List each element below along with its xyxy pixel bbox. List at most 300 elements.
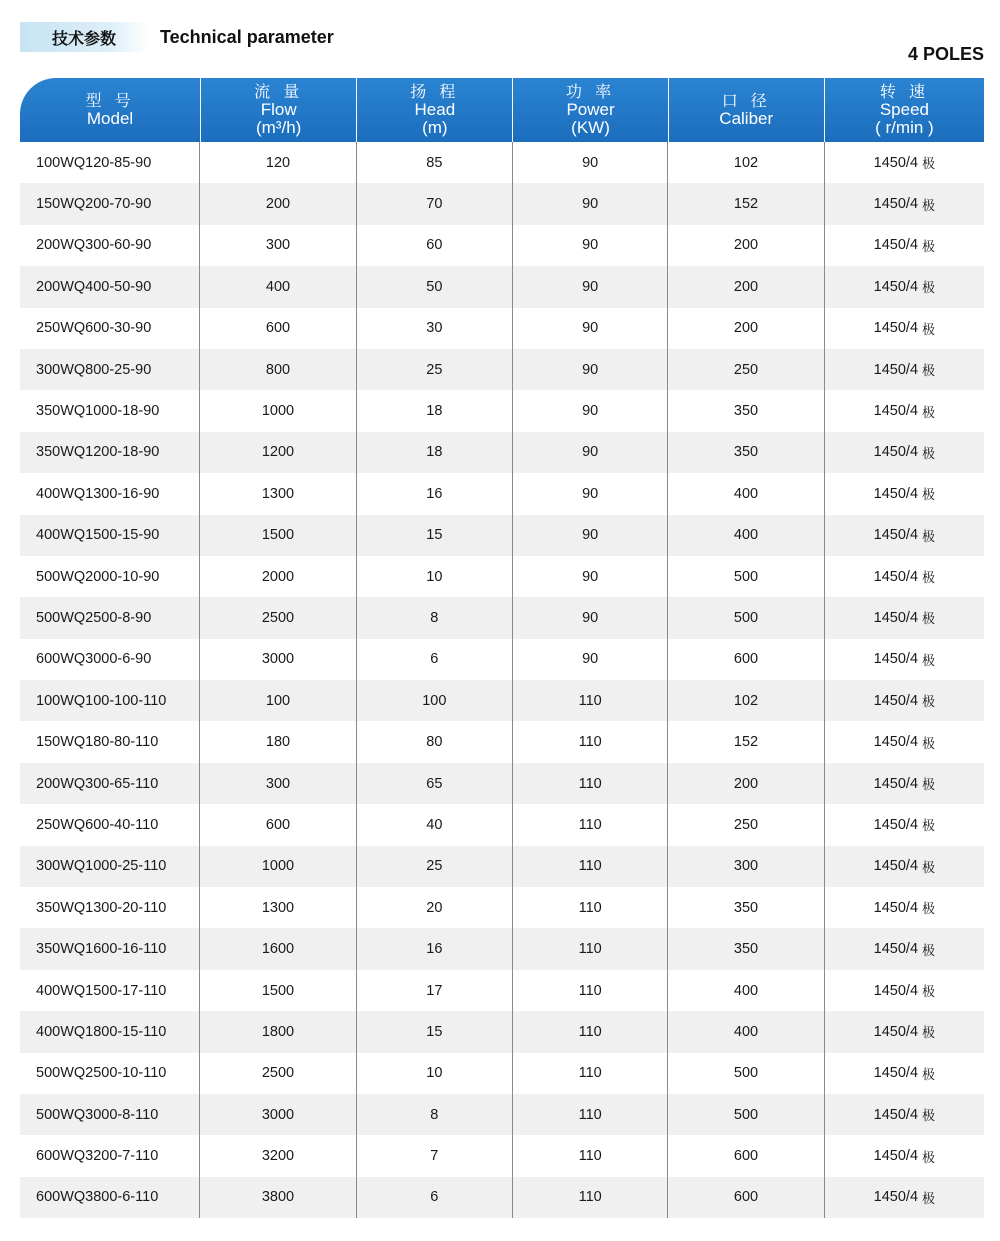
header-speed-unit: ( r/min )	[875, 118, 934, 137]
cell-flow-value: 3200	[261, 1148, 295, 1165]
cell-speed	[825, 432, 984, 473]
cell-power	[513, 432, 668, 473]
parameter-table	[20, 78, 984, 1218]
cell-flow	[200, 597, 356, 638]
cell-power-value: 90	[582, 609, 599, 626]
cell-power-value: 110	[578, 1189, 602, 1206]
cell-caliber	[668, 721, 824, 762]
cell-flow	[200, 1053, 356, 1094]
cell-head	[357, 887, 513, 928]
cell-flow	[200, 1094, 356, 1135]
cell-power-value: 90	[582, 154, 599, 171]
cell-flow-value: 1000	[261, 403, 295, 420]
cell-model-value: 500WQ2500-8-90	[36, 609, 152, 626]
cell-head	[357, 183, 513, 224]
cell-power	[513, 680, 668, 721]
cell-head	[357, 266, 513, 307]
cell-model-value: 350WQ1300-20-110	[36, 899, 167, 916]
cell-caliber	[668, 639, 824, 680]
cell-model	[20, 639, 200, 680]
cell-speed	[825, 1135, 984, 1176]
cell-model	[20, 1135, 200, 1176]
speed-suffix: 极	[922, 653, 936, 669]
cell-speed-value: 1450/4	[873, 527, 919, 544]
cell-model	[20, 1053, 200, 1094]
cell-speed	[825, 266, 984, 307]
cell-speed-value: 1450/4	[873, 403, 919, 420]
cell-flow	[200, 1011, 356, 1052]
cell-model	[20, 473, 200, 514]
speed-suffix: 极	[922, 902, 936, 918]
cell-caliber-value: 200	[733, 278, 759, 295]
cell-model-value: 100WQ120-85-90	[36, 154, 152, 171]
cell-model-value: 500WQ3000-8-110	[36, 1106, 159, 1123]
cell-model	[20, 1094, 200, 1135]
table-row	[20, 846, 984, 887]
cell-caliber-value: 200	[733, 320, 759, 337]
table-row	[20, 432, 984, 473]
cell-model-value: 150WQ180-80-110	[36, 734, 159, 751]
cell-power	[513, 846, 668, 887]
cell-head	[357, 515, 513, 556]
cell-flow-value: 1200	[261, 444, 295, 461]
table-row	[20, 1053, 984, 1094]
cell-model-value: 400WQ1800-15-110	[36, 1023, 167, 1040]
speed-suffix: 极	[922, 819, 936, 835]
header-flow	[201, 78, 357, 142]
table-row	[20, 1135, 984, 1176]
header-power-cn: 功 率	[565, 82, 616, 101]
cell-head	[357, 1177, 513, 1218]
cell-caliber	[668, 266, 824, 307]
cell-head-value: 16	[426, 485, 443, 502]
table-row	[20, 721, 984, 762]
cell-speed	[825, 225, 984, 266]
cell-speed	[825, 721, 984, 762]
cell-model-value: 600WQ3000-6-90	[36, 651, 152, 668]
cell-caliber	[668, 390, 824, 431]
header-head-en: Head	[414, 100, 456, 119]
cell-model	[20, 349, 200, 390]
cell-caliber-value: 500	[733, 1065, 759, 1082]
cell-flow-value: 3000	[261, 1106, 295, 1123]
cell-head-value: 16	[426, 941, 443, 958]
cell-speed	[825, 804, 984, 845]
cell-power	[513, 1053, 668, 1094]
cell-head-value: 50	[426, 278, 443, 295]
cell-flow	[200, 142, 356, 183]
header-power-unit: (KW)	[571, 118, 610, 137]
header-speed	[825, 78, 984, 142]
cell-flow	[200, 887, 356, 928]
cell-power-value: 90	[582, 527, 599, 544]
cell-model	[20, 142, 200, 183]
cell-caliber	[668, 225, 824, 266]
poles-label: 4 POLES	[907, 44, 984, 64]
cell-model	[20, 515, 200, 556]
cell-head-value: 25	[426, 361, 443, 378]
header-speed-en: Speed	[879, 100, 929, 119]
cell-model-value: 250WQ600-30-90	[36, 320, 152, 337]
table-row	[20, 473, 984, 514]
speed-suffix: 极	[922, 405, 936, 421]
cell-flow	[200, 515, 356, 556]
header-caliber	[669, 78, 825, 142]
cell-model	[20, 887, 200, 928]
cell-power	[513, 225, 668, 266]
cell-power	[513, 887, 668, 928]
cell-head-value: 65	[426, 775, 443, 792]
cell-caliber-value: 350	[733, 444, 759, 461]
cell-head	[357, 846, 513, 887]
speed-suffix: 极	[922, 736, 936, 752]
cell-head-value: 17	[426, 982, 443, 999]
cell-flow	[200, 804, 356, 845]
cell-flow	[200, 763, 356, 804]
cell-head	[357, 473, 513, 514]
cell-caliber-value: 350	[733, 403, 759, 420]
cell-head-value: 18	[426, 403, 443, 420]
cell-head	[357, 349, 513, 390]
cell-power-value: 110	[578, 899, 602, 916]
cell-power-value: 110	[578, 858, 602, 875]
cell-power-value: 110	[578, 1065, 602, 1082]
cell-flow-value: 300	[265, 237, 291, 254]
cell-power-value: 110	[578, 1023, 602, 1040]
cell-speed-value: 1450/4	[873, 237, 919, 254]
cell-speed-value: 1450/4	[873, 278, 919, 295]
cell-caliber	[668, 515, 824, 556]
cell-power	[513, 1177, 668, 1218]
cell-head-value: 6	[430, 651, 439, 668]
cell-head-value: 30	[426, 320, 443, 337]
speed-suffix: 极	[922, 1150, 936, 1166]
cell-flow-value: 1500	[261, 982, 295, 999]
cell-flow-value: 800	[265, 361, 291, 378]
cell-power-value: 90	[582, 568, 599, 585]
cell-caliber-value: 152	[733, 196, 759, 213]
cell-head	[357, 556, 513, 597]
header-power	[513, 78, 668, 142]
cell-model	[20, 597, 200, 638]
cell-head	[357, 721, 513, 762]
speed-suffix: 极	[922, 985, 936, 1000]
title-chinese: 技术参数	[20, 22, 148, 52]
cell-head-value: 6	[430, 1189, 439, 1206]
cell-power-value: 110	[578, 941, 602, 958]
cell-speed	[825, 1177, 984, 1218]
table-row	[20, 390, 984, 431]
speed-suffix: 极	[922, 1026, 936, 1042]
table-row	[20, 1177, 984, 1218]
cell-flow	[200, 639, 356, 680]
cell-power-value: 90	[582, 485, 599, 502]
cell-head-value: 18	[426, 444, 443, 461]
cell-caliber-value: 200	[733, 237, 759, 254]
cell-head	[357, 680, 513, 721]
cell-power	[513, 721, 668, 762]
cell-caliber	[668, 349, 824, 390]
cell-flow	[200, 225, 356, 266]
cell-power	[513, 804, 668, 845]
cell-caliber-value: 350	[733, 899, 759, 916]
cell-power	[513, 266, 668, 307]
cell-caliber-value: 600	[733, 651, 759, 668]
cell-caliber	[668, 183, 824, 224]
cell-model	[20, 183, 200, 224]
cell-model-value: 300WQ1000-25-110	[36, 858, 167, 875]
cell-model-value: 300WQ800-25-90	[36, 361, 152, 378]
cell-head	[357, 1094, 513, 1135]
cell-speed-value: 1450/4	[873, 1106, 919, 1123]
cell-flow	[200, 266, 356, 307]
cell-speed-value: 1450/4	[873, 609, 919, 626]
speed-suffix: 极	[922, 860, 936, 876]
cell-flow-value: 3800	[261, 1189, 295, 1206]
cell-flow-value: 1500	[261, 527, 295, 544]
speed-suffix: 极	[922, 281, 936, 297]
cell-power-value: 110	[578, 692, 602, 709]
cell-power	[513, 597, 668, 638]
cell-head-value: 15	[426, 527, 443, 544]
cell-flow-value: 1300	[261, 485, 295, 502]
speed-suffix: 极	[922, 778, 936, 794]
cell-model	[20, 804, 200, 845]
cell-flow	[200, 432, 356, 473]
cell-power	[513, 142, 668, 183]
cell-model	[20, 721, 200, 762]
cell-power-value: 90	[582, 278, 599, 295]
cell-power-value: 110	[578, 734, 602, 751]
cell-speed	[825, 473, 984, 514]
cell-model	[20, 308, 200, 349]
section-title	[20, 22, 334, 52]
header-power-en: Power	[566, 100, 615, 119]
cell-head-value: 70	[426, 196, 443, 213]
cell-speed	[825, 680, 984, 721]
cell-speed-value: 1450/4	[873, 196, 919, 213]
cell-flow-value: 180	[265, 734, 291, 751]
cell-head-value: 15	[426, 1023, 443, 1040]
cell-flow-value: 1000	[261, 858, 295, 875]
table-row	[20, 349, 984, 390]
header-model-en: Model	[86, 109, 134, 128]
cell-model-value: 100WQ100-100-110	[36, 692, 167, 709]
speed-suffix: 极	[922, 157, 936, 173]
speed-suffix: 极	[922, 612, 936, 628]
table-row	[20, 970, 984, 1011]
table-row	[20, 1094, 984, 1135]
cell-speed	[825, 639, 984, 680]
cell-speed-value: 1450/4	[873, 816, 919, 833]
speed-suffix: 极	[922, 1191, 936, 1207]
cell-power-value: 90	[582, 320, 599, 337]
header-model	[20, 78, 201, 142]
cell-flow	[200, 473, 356, 514]
cell-power-value: 90	[582, 237, 599, 254]
cell-flow	[200, 1135, 356, 1176]
cell-flow-value: 3000	[261, 651, 295, 668]
cell-caliber-value: 400	[733, 485, 759, 502]
cell-caliber-value: 500	[733, 609, 759, 626]
cell-caliber-value: 500	[733, 568, 759, 585]
speed-suffix: 极	[922, 198, 936, 214]
cell-model-value: 400WQ1500-15-90	[36, 527, 160, 544]
speed-suffix: 极	[922, 364, 936, 380]
cell-head-value: 80	[426, 734, 443, 751]
cell-speed-value: 1450/4	[873, 361, 919, 378]
cell-speed	[825, 928, 984, 969]
cell-flow	[200, 928, 356, 969]
cell-model-value: 200WQ300-60-90	[36, 237, 152, 254]
cell-power-value: 90	[582, 403, 599, 420]
cell-model-value: 600WQ3200-7-110	[36, 1148, 159, 1165]
cell-power-value: 110	[578, 775, 602, 792]
cell-flow	[200, 721, 356, 762]
cell-flow-value: 120	[265, 154, 291, 171]
header-speed-cn: 转 速	[879, 82, 929, 101]
table-row	[20, 142, 984, 183]
cell-power	[513, 515, 668, 556]
cell-speed-value: 1450/4	[873, 485, 919, 502]
cell-model-value: 350WQ1600-16-110	[36, 941, 167, 958]
cell-model-value: 200WQ300-65-110	[36, 775, 159, 792]
cell-flow-value: 100	[265, 692, 291, 709]
cell-power	[513, 473, 668, 514]
cell-caliber	[668, 432, 824, 473]
cell-caliber-value: 600	[733, 1148, 759, 1165]
cell-caliber	[668, 556, 824, 597]
cell-flow-value: 1300	[261, 899, 295, 916]
cell-model-value: 350WQ1000-18-90	[36, 403, 160, 420]
cell-head-value: 8	[430, 609, 439, 626]
cell-power-value: 110	[578, 1148, 602, 1165]
cell-speed-value: 1450/4	[873, 899, 919, 916]
cell-speed-value: 1450/4	[873, 858, 919, 875]
cell-flow-value: 300	[265, 775, 291, 792]
cell-caliber	[668, 846, 824, 887]
cell-flow	[200, 846, 356, 887]
cell-caliber-value: 400	[733, 1023, 759, 1040]
header-model-cn: 型 号	[85, 91, 135, 110]
cell-caliber	[668, 928, 824, 969]
header-flow-en: Flow	[260, 100, 297, 119]
cell-model-value: 500WQ2500-10-110	[36, 1065, 167, 1082]
cell-caliber-value: 152	[733, 734, 759, 751]
table-row	[20, 597, 984, 638]
cell-head	[357, 308, 513, 349]
cell-power	[513, 349, 668, 390]
cell-power-value: 90	[582, 361, 599, 378]
cell-caliber	[668, 1011, 824, 1052]
cell-speed-value: 1450/4	[873, 941, 919, 958]
cell-speed-value: 1450/4	[873, 568, 919, 585]
table-row	[20, 680, 984, 721]
cell-head-value: 20	[426, 899, 443, 916]
cell-caliber	[668, 1135, 824, 1176]
speed-suffix: 极	[922, 695, 936, 711]
header-flow-cn: 流 量	[254, 82, 304, 101]
cell-model	[20, 225, 200, 266]
header-head-cn: 扬 程	[410, 82, 460, 101]
cell-head	[357, 928, 513, 969]
cell-speed-value: 1450/4	[873, 982, 919, 999]
speed-suffix: 极	[922, 239, 936, 255]
cell-head-value: 40	[426, 816, 443, 833]
cell-model	[20, 266, 200, 307]
table-body	[20, 142, 984, 1218]
header-caliber-cn: 口 径	[721, 91, 771, 110]
cell-caliber	[668, 473, 824, 514]
cell-model-value: 400WQ1500-17-110	[36, 982, 167, 999]
cell-flow	[200, 970, 356, 1011]
cell-power	[513, 1135, 668, 1176]
cell-speed-value: 1450/4	[873, 1189, 919, 1206]
cell-head	[357, 1011, 513, 1052]
table-row	[20, 183, 984, 224]
cell-caliber-value: 250	[733, 361, 759, 378]
cell-caliber-value: 350	[733, 941, 759, 958]
cell-head	[357, 763, 513, 804]
cell-model	[20, 1011, 200, 1052]
cell-model	[20, 1177, 200, 1218]
cell-power-value: 90	[582, 196, 599, 213]
cell-model	[20, 556, 200, 597]
cell-caliber-value: 400	[733, 527, 759, 544]
cell-speed	[825, 597, 984, 638]
cell-head-value: 25	[426, 858, 443, 875]
cell-power-value: 110	[578, 816, 602, 833]
cell-power	[513, 390, 668, 431]
cell-flow-value: 2500	[261, 609, 295, 626]
cell-speed	[825, 183, 984, 224]
speed-suffix: 极	[922, 1067, 936, 1083]
cell-caliber-value: 400	[733, 982, 759, 999]
cell-model	[20, 928, 200, 969]
cell-power	[513, 183, 668, 224]
table-header	[20, 78, 984, 142]
cell-flow-value: 1800	[261, 1023, 295, 1040]
cell-model	[20, 432, 200, 473]
cell-caliber	[668, 597, 824, 638]
cell-power	[513, 763, 668, 804]
cell-model-value: 600WQ3800-6-110	[36, 1189, 159, 1206]
cell-speed-value: 1450/4	[873, 1065, 919, 1082]
cell-caliber-value: 102	[733, 692, 759, 709]
cell-power	[513, 1094, 668, 1135]
cell-speed-value: 1450/4	[873, 1023, 919, 1040]
cell-flow-value: 600	[265, 816, 291, 833]
cell-power-value: 110	[578, 982, 602, 999]
cell-model	[20, 846, 200, 887]
cell-model-value: 200WQ400-50-90	[36, 278, 152, 295]
cell-caliber	[668, 1053, 824, 1094]
cell-model	[20, 970, 200, 1011]
cell-head	[357, 804, 513, 845]
cell-caliber-value: 250	[733, 816, 759, 833]
table-row	[20, 515, 984, 556]
cell-power-value: 90	[582, 444, 599, 461]
cell-flow	[200, 556, 356, 597]
cell-caliber	[668, 970, 824, 1011]
table-row	[20, 639, 984, 680]
title-english: Technical parameter	[160, 26, 334, 47]
cell-model-value: 250WQ600-40-110	[36, 816, 159, 833]
cell-flow-value: 1600	[261, 941, 295, 958]
cell-head-value: 60	[426, 237, 443, 254]
cell-speed	[825, 390, 984, 431]
cell-speed	[825, 970, 984, 1011]
